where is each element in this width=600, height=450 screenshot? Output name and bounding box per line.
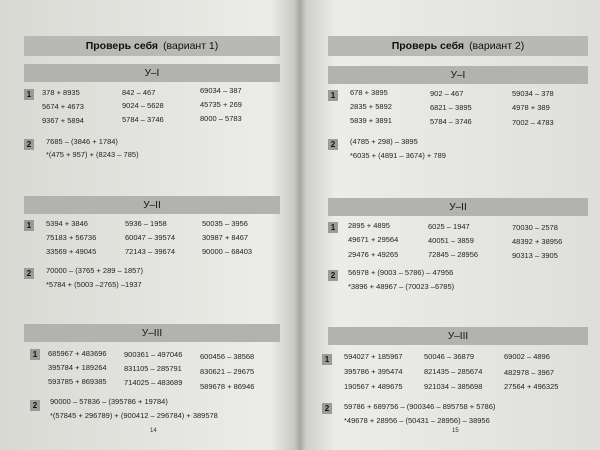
expression: 49671 + 29564 (348, 235, 399, 244)
expression: 395784 + 189264 (48, 363, 107, 372)
expression: 27564 + 496325 (504, 382, 559, 391)
expression: 72845 – 28956 (428, 250, 479, 259)
expression: 72143 – 39674 (125, 247, 176, 256)
expression: 90313 – 3905 (512, 251, 558, 260)
level-header: У–III (328, 327, 588, 345)
expression: 830621 – 29675 (200, 367, 255, 376)
expression: 589678 + 86946 (200, 382, 255, 391)
page-title: Проверь себя (вариант 2) (328, 36, 588, 56)
level-header: У–II (24, 196, 280, 214)
expression: 9367 + 5894 (42, 116, 84, 125)
expression: 8000 – 5783 (200, 114, 242, 123)
expression: 45735 + 269 (200, 100, 242, 109)
expression: 2895 + 4895 (348, 221, 390, 230)
expression: 69034 – 387 (200, 86, 242, 95)
expression: 5839 + 3891 (350, 116, 392, 125)
expression: 7685 – (3846 + 1784) (46, 137, 118, 146)
level-header: У–I (24, 64, 280, 82)
task-number-1: 1 (24, 89, 34, 100)
expression: 50035 – 3956 (202, 219, 248, 228)
expression: 594027 + 185967 (344, 352, 403, 361)
task-number-1: 1 (328, 222, 338, 233)
level-header: У–III (24, 324, 280, 342)
expression: 6025 – 1947 (428, 222, 470, 231)
expression: 600456 – 38568 (200, 352, 255, 361)
expression: 59034 – 378 (512, 89, 554, 98)
expression: 685967 + 483696 (48, 349, 107, 358)
expression: 831105 – 285791 (124, 364, 182, 373)
expression: 5784 – 3746 (430, 117, 472, 126)
expression: 482978 – 3967 (504, 368, 555, 377)
expression: 30987 + 8467 (202, 233, 249, 242)
level-header: У–II (328, 198, 588, 216)
task-number-2: 2 (328, 270, 338, 281)
page-number: 15 (452, 428, 459, 434)
page-number: 14 (150, 428, 157, 434)
expression: 5784 – 3746 (122, 115, 164, 124)
expression: *3896 + 48967 – (70023 –6785) (348, 282, 455, 291)
expression: 900361 – 497046 (124, 350, 183, 359)
right-page (302, 0, 600, 450)
expression: 5936 – 1958 (125, 219, 167, 228)
expression: *6035 + (4891 – 3674) + 789 (350, 151, 446, 160)
expression: 90000 – 57836 – (395786 + 19784) (50, 397, 168, 406)
expression: 9024 – 5628 (122, 101, 164, 110)
expression: *(475 + 957) + (8243 – 785) (46, 150, 139, 159)
task-number-2: 2 (322, 403, 332, 414)
expression: 70030 – 2578 (512, 223, 558, 232)
task-number-2: 2 (328, 139, 338, 150)
page-title: Проверь себя (вариант 1) (24, 36, 280, 56)
expression: 50046 – 36879 (424, 352, 475, 361)
left-page (0, 0, 298, 450)
expression: *(57845 + 296789) + (900412 – 296784) + 389578 (50, 411, 218, 420)
expression: 69002 – 4896 (504, 352, 550, 361)
expression: 6821 – 3895 (430, 103, 472, 112)
expression: 70000 – (3765 + 289 – 1857) (46, 266, 143, 275)
expression: 678 + 3895 (350, 88, 388, 97)
expression: 593785 + 869385 (48, 377, 107, 386)
expression: 5394 + 3846 (46, 219, 88, 228)
expression: 842 – 467 (122, 88, 156, 97)
expression: 33569 + 49045 (46, 247, 97, 256)
expression: 190567 + 489675 (344, 382, 403, 391)
task-number-2: 2 (30, 400, 40, 411)
expression: 821435 – 285674 (424, 367, 483, 376)
expression: 5674 + 4673 (42, 102, 84, 111)
task-number-1: 1 (30, 349, 40, 360)
task-number-2: 2 (24, 139, 34, 150)
task-number-1: 1 (24, 220, 34, 231)
expression: 90000 – 68403 (202, 247, 253, 256)
expression: 2835 + 5892 (350, 102, 392, 111)
expression: 395786 + 395474 (344, 367, 403, 376)
expression: 40051 – 3859 (428, 236, 474, 245)
expression: 7002 – 4783 (512, 118, 554, 127)
expression: 29476 + 49265 (348, 250, 399, 259)
expression: 59786 + 689756 – (900346 – 895758 + 5786) (344, 402, 496, 411)
expression: *5784 + (5003 –2765) –1937 (46, 280, 142, 289)
task-number-2: 2 (24, 268, 34, 279)
expression: 56978 + (9003 – 5786) – 47956 (348, 268, 454, 277)
task-number-1: 1 (328, 90, 338, 101)
expression: 48392 + 38956 (512, 237, 563, 246)
expression: 378 + 8935 (42, 88, 80, 97)
expression: (4785 + 298) – 3895 (350, 137, 418, 146)
expression: 60047 – 39574 (125, 233, 176, 242)
level-header: У–I (328, 66, 588, 84)
expression: 714025 – 483689 (124, 378, 183, 387)
expression: 902 – 467 (430, 89, 464, 98)
task-number-1: 1 (322, 354, 332, 365)
expression: 75183 + 56736 (46, 233, 97, 242)
expression: 4978 + 389 (512, 103, 550, 112)
expression: 921034 – 385698 (424, 382, 483, 391)
expression: *49678 + 28956 – (50431 – 28956) – 38956 (344, 416, 490, 425)
